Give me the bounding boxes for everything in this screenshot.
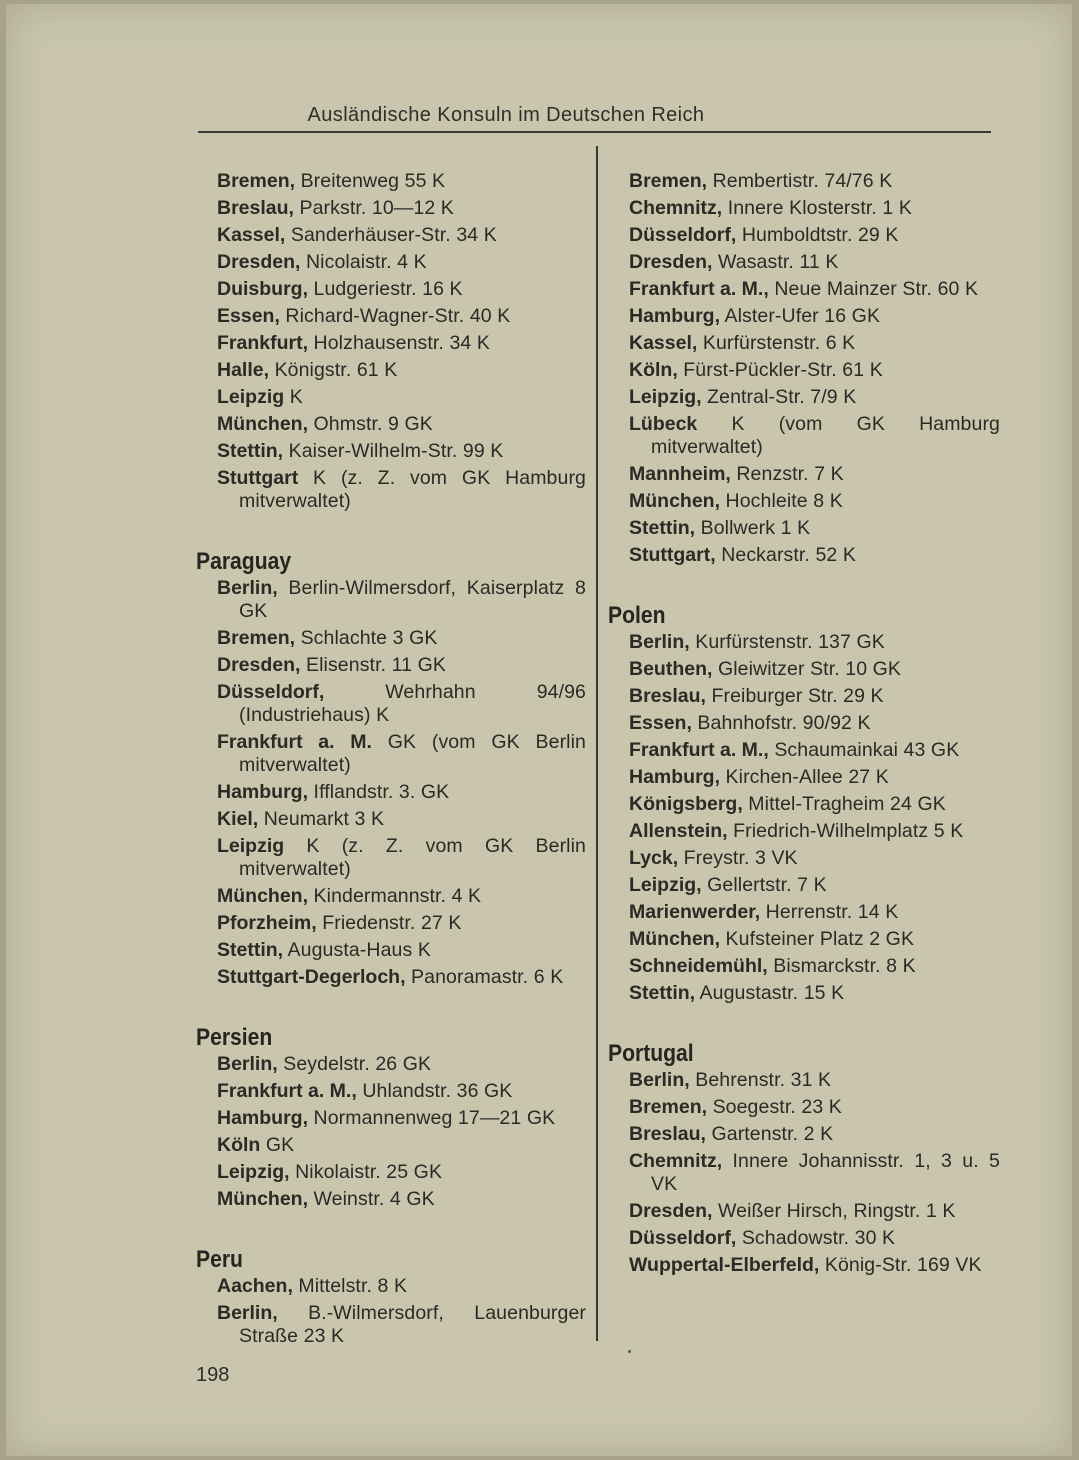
entry-address: Sanderhäuser-Str. 34 K [290,224,497,246]
entry-address: Soegestr. 23 K [712,1096,842,1118]
country-heading: Paraguay [196,548,292,575]
entry-city: Königsberg, [629,793,743,815]
directory-entry [608,1096,1000,1119]
directory-entry [196,966,586,989]
column-divider [596,146,598,1341]
entry-address: Schaumainkai 43 GK [774,739,960,761]
directory-entry [196,1134,586,1157]
directory-entry [196,1053,586,1076]
entry-city: München, [629,490,720,512]
directory-entry [196,781,586,804]
directory-entry [196,359,586,382]
country-entries [196,577,586,989]
entry-city: Aachen, [217,1275,293,1297]
entry-city: Dresden, [217,654,301,676]
entry-city: Frankfurt, [217,332,309,354]
entry-city: Stettin, [217,939,284,961]
directory-entry [196,1188,586,1211]
entry-city: Frankfurt a. M., [629,278,769,300]
right-column [608,170,1000,1281]
entry-address: Augusta-Haus K [287,939,431,961]
directory-entry [196,1275,586,1298]
directory-entry [196,1161,586,1184]
entry-address: Weinstr. 4 GK [313,1188,435,1210]
entry-city: Pforzheim, [217,912,317,934]
entry-address: Berlin-Wilmersdorf, Kaiserplatz 8 GK [239,577,586,622]
entry-address: Richard-Wagner-Str. 40 K [285,305,511,327]
directory-entry [608,955,1000,978]
entry-city: Bremen, [629,170,708,192]
entry-city: Köln, [629,359,678,381]
directory-entry [608,170,1000,193]
entry-city: Berlin, [629,1069,690,1091]
directory-entry [196,197,586,220]
entry-address: Neumarkt 3 K [263,808,385,830]
entry-city: Chemnitz, [629,1150,723,1172]
entry-city: Stuttgart [217,467,299,489]
country-entries [196,1275,586,1348]
directory-entry [196,731,586,777]
entry-address: Normannenweg 17—21 GK [313,1107,556,1129]
page-number: 198 [196,1364,230,1386]
entry-city: Lyck, [629,847,679,869]
entry-city: Frankfurt a. M. [217,731,372,753]
directory-entry [196,440,586,463]
directory-entry [608,685,1000,708]
entry-city: München, [217,885,308,907]
entry-address: Mittelstr. 8 K [298,1275,408,1297]
entry-city: Essen, [217,305,280,327]
directory-entry [608,631,1000,654]
entry-address: Nikolaistr. 25 GK [295,1161,443,1183]
entry-city: Lübeck [629,413,698,435]
directory-entry [196,885,586,908]
entry-address: Innere Johannisstr. 1, 3 u. 5 VK [651,1150,1000,1195]
directory-entry [608,544,1000,567]
entry-address: König-Str. 169 VK [824,1254,982,1276]
entry-city: Stuttgart-Degerloch, [217,966,406,988]
directory-entry [608,463,1000,486]
entry-city: Allenstein, [629,820,728,842]
entry-city: Duisburg, [217,278,308,300]
entry-city: Bremen, [217,170,296,192]
entry-city: Bremen, [629,1096,708,1118]
directory-entry [196,808,586,831]
entry-address: K [289,386,303,408]
book-page [6,4,1072,1456]
entry-address: Gleiwitzer Str. 10 GK [717,658,902,680]
entry-city: München, [629,928,720,950]
entry-city: Beuthen, [629,658,713,680]
entry-address: Neue Mainzer Str. 60 K [774,278,979,300]
directory-entry [608,1200,1000,1223]
country-heading: Peru [196,1246,243,1273]
country-heading: Portugal [608,1040,694,1067]
directory-entry [608,332,1000,355]
directory-entry [608,413,1000,459]
entry-address: Wehrhahn 94/96 (Industriehaus) K [239,681,586,726]
directory-entry [608,1123,1000,1146]
directory-entry [196,1080,586,1103]
country-heading: Polen [608,602,666,629]
right-leading-entries [608,170,1000,567]
country-entries [196,1053,586,1211]
entry-address: Gartenstr. 2 K [711,1123,834,1145]
entry-address: Innere Klosterstr. 1 K [727,197,912,219]
directory-entry [196,386,586,409]
entry-address: Weißer Hirsch, Ringstr. 1 K [717,1200,956,1222]
directory-entry [196,305,586,328]
entry-address: K (vom GK Hamburg mitverwaltet) [651,413,1000,458]
running-header: Ausländische Konsuln im Deutschen Reich [307,104,705,126]
directory-entry [196,332,586,355]
entry-address: Herrenstr. 14 K [765,901,899,923]
entry-address: GK (vom GK Berlin mitverwaltet) [239,731,586,776]
entry-address: Zentral-Str. 7/9 K [707,386,857,408]
entry-city: Hamburg, [217,781,309,803]
directory-entry [196,835,586,881]
country-heading: Persien [196,1024,273,1051]
left-leading-entries [196,170,586,513]
directory-entry [608,1227,1000,1250]
directory-entry [196,1302,586,1348]
entry-city: Berlin, [217,577,278,599]
directory-entry [196,224,586,247]
directory-entry [196,577,586,623]
entry-address: Panoramastr. 6 K [411,966,564,988]
entry-city: Düsseldorf, [629,224,737,246]
entry-city: Mannheim, [629,463,731,485]
entry-city: Berlin, [217,1053,278,1075]
entry-city: Breslau, [629,685,706,707]
entry-address: Humboldtstr. 29 K [741,224,899,246]
directory-entry [608,359,1000,382]
entry-address: Kaiser-Wilhelm-Str. 99 K [288,440,504,462]
directory-entry [196,939,586,962]
entry-city: Halle, [217,359,270,381]
entry-address: Nicolaistr. 4 K [305,251,427,273]
entry-city: Köln [217,1134,261,1156]
entry-address: Freystr. 3 VK [683,847,798,869]
entry-city: Kassel, [217,224,286,246]
directory-entry [608,658,1000,681]
entry-city: Stuttgart, [629,544,716,566]
directory-entry [196,251,586,274]
directory-entry [608,901,1000,924]
entry-city: Leipzig, [629,874,702,896]
entry-city: Berlin, [217,1302,278,1324]
entry-address: Fürst-Pückler-Str. 61 K [683,359,883,381]
directory-entry [608,517,1000,540]
entry-city: Dresden, [217,251,301,273]
entry-city: Breslau, [629,1123,706,1145]
directory-entry [608,490,1000,513]
entry-address: Wasastr. 11 K [717,251,839,273]
directory-entry [608,305,1000,328]
directory-entry [608,928,1000,951]
entry-city: Breslau, [217,197,294,219]
entry-city: München, [217,413,308,435]
entry-address: Ludgeriestr. 16 K [313,278,463,300]
entry-city: Stettin, [629,982,696,1004]
entry-address: B.-Wilmersdorf, Lauenburger Straße 23 K [239,1302,586,1347]
entry-city: Chemnitz, [629,197,723,219]
directory-entry [608,982,1000,1005]
directory-entry [608,847,1000,870]
left-sections [196,547,586,1348]
directory-entry [608,766,1000,789]
directory-entry [608,1254,1000,1277]
entry-address: Hochleite 8 K [725,490,843,512]
entry-address: Bahnhofstr. 90/92 K [697,712,871,734]
entry-address: Mittel-Tragheim 24 GK [748,793,946,815]
entry-address: Kirchen-Allee 27 K [725,766,889,788]
entry-city: Düsseldorf, [629,1227,737,1249]
entry-address: Kurfürstenstr. 6 K [702,332,856,354]
directory-entry [196,912,586,935]
entry-city: Kiel, [217,808,259,830]
entry-city: Bremen, [217,627,296,649]
entry-address: Seydelstr. 26 GK [283,1053,432,1075]
entry-city: München, [217,1188,308,1210]
entry-city: Hamburg, [629,766,721,788]
entry-address: K (z. Z. vom GK Berlin mitverwaltet) [239,835,586,880]
right-sections [608,601,1000,1277]
entry-city: Stettin, [217,440,284,462]
entry-address: Breitenweg 55 K [300,170,446,192]
entry-address: Renzstr. 7 K [736,463,844,485]
entry-address: Augustastr. 15 K [699,982,845,1004]
directory-entry [608,874,1000,897]
entry-city: Hamburg, [217,1107,309,1129]
directory-entry [608,1069,1000,1092]
entry-city: Wuppertal-Elberfeld, [629,1254,820,1276]
entry-city: Leipzig [217,386,285,408]
directory-entry [608,224,1000,247]
left-column [196,170,586,1352]
entry-city: Berlin, [629,631,690,653]
country-entries [608,1069,1000,1277]
entry-address: Bollwerk 1 K [700,517,811,539]
entry-address: Freiburger Str. 29 K [711,685,884,707]
entry-address: Rembertistr. 74/76 K [712,170,893,192]
entry-address: Friedenstr. 27 K [322,912,462,934]
entry-address: Kindermannstr. 4 K [313,885,482,907]
entry-city: Marienwerder, [629,901,761,923]
directory-entry [608,278,1000,301]
entry-address: K (z. Z. vom GK Hamburg mitverwaltet) [239,467,586,512]
directory-entry [196,278,586,301]
directory-entry [196,681,586,727]
directory-entry [196,654,586,677]
entry-address: Parkstr. 10—12 K [299,197,454,219]
entry-city: Leipzig [217,835,285,857]
directory-entry [608,197,1000,220]
directory-entry [196,170,586,193]
entry-city: Leipzig, [629,386,702,408]
entry-address: GK [265,1134,295,1156]
directory-entry [608,712,1000,735]
entry-address: Alster-Ufer 16 GK [724,305,881,327]
entry-address: Elisenstr. 11 GK [305,654,446,676]
directory-entry [608,739,1000,762]
entry-address: Schadowstr. 30 K [741,1227,896,1249]
directory-entry [196,413,586,436]
directory-entry [196,1107,586,1130]
entry-address: Ohmstr. 9 GK [313,413,433,435]
entry-city: Kassel, [629,332,698,354]
entry-city: Hamburg, [629,305,721,327]
entry-address: Kurfürstenstr. 137 GK [695,631,885,653]
entry-address: Königstr. 61 K [274,359,398,381]
directory-entry [608,386,1000,409]
directory-entry [608,793,1000,816]
entry-address: Ifflandstr. 3. GK [313,781,450,803]
entry-address: Schlachte 3 GK [300,627,438,649]
entry-address: Kufsteiner Platz 2 GK [725,928,915,950]
entry-address: Behrenstr. 31 K [695,1069,832,1091]
header-rule [198,131,991,133]
entry-address: Neckarstr. 52 K [721,544,856,566]
directory-entry [608,251,1000,274]
entry-city: Frankfurt a. M., [217,1080,357,1102]
entry-city: Frankfurt a. M., [629,739,769,761]
directory-entry [196,627,586,650]
entry-address: Bismarckstr. 8 K [773,955,916,977]
entry-city: Düsseldorf, [217,681,325,703]
country-entries [608,631,1000,1005]
entry-address: Friedrich-Wilhelmplatz 5 K [733,820,964,842]
entry-city: Stettin, [629,517,696,539]
directory-entry [196,467,586,513]
entry-address: Gellertstr. 7 K [707,874,827,896]
entry-address: Holzhausenstr. 34 K [313,332,490,354]
entry-city: Dresden, [629,1200,713,1222]
entry-city: Dresden, [629,251,713,273]
directory-entry [608,1150,1000,1196]
entry-address: Uhlandstr. 36 GK [362,1080,513,1102]
directory-entry [608,820,1000,843]
entry-city: Essen, [629,712,692,734]
print-speck [628,1350,631,1353]
entry-city: Leipzig, [217,1161,290,1183]
entry-city: Schneidemühl, [629,955,768,977]
